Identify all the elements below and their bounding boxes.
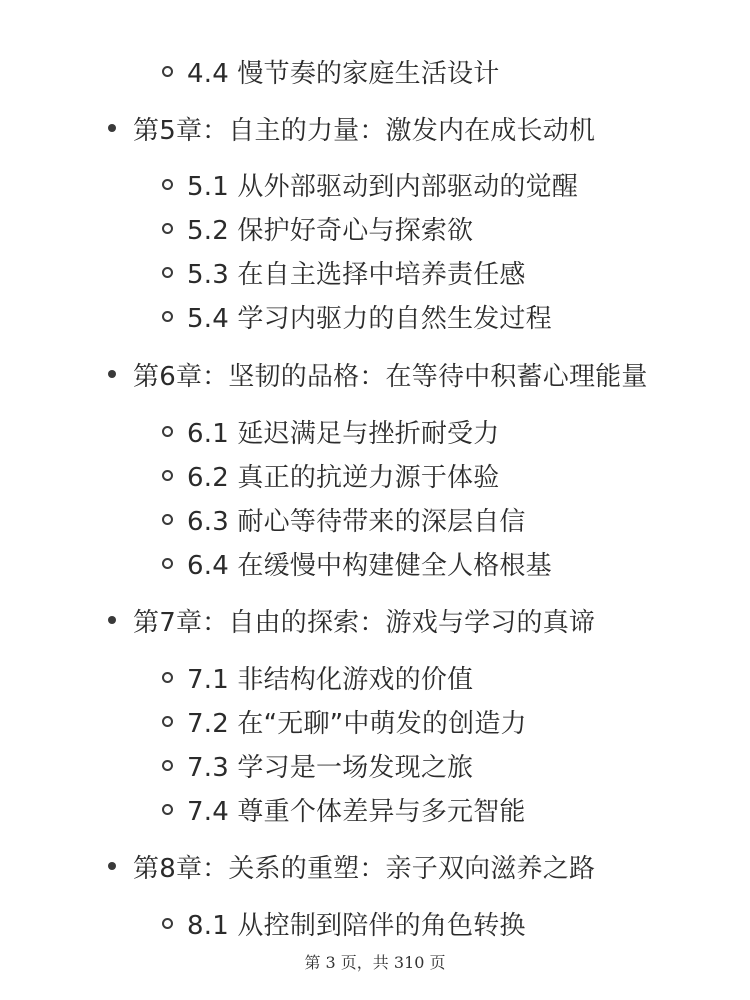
toc-chapter-item: [108, 600, 595, 640]
hollow-bullet-icon: [162, 470, 173, 481]
hollow-bullet-icon: [162, 804, 173, 815]
toc-section-item: [162, 164, 578, 204]
toc-item-text: 6.1 延迟满足与挫折耐受力: [187, 418, 500, 449]
toc-item-text: 7.4 尊重个体差异与多元智能: [187, 796, 526, 827]
toc-section-item: [162, 701, 527, 741]
solid-bullet-icon: [108, 370, 116, 378]
toc-item-text: 第6章：坚韧的品格：在等待中积蓄心理能量: [133, 361, 648, 392]
toc-section-item: [162, 252, 526, 292]
toc-item-text: 6.4 在缓慢中构建健全人格根基: [187, 550, 552, 581]
toc-section-item: [162, 455, 499, 495]
hollow-bullet-icon: [162, 267, 173, 278]
toc-section-item: [162, 745, 473, 785]
solid-bullet-icon: [108, 862, 116, 870]
toc-section-item: [162, 51, 499, 91]
hollow-bullet-icon: [162, 311, 173, 322]
toc-item-text: 第7章：自由的探索：游戏与学习的真谛: [133, 607, 596, 638]
toc-item-text: 5.1 从外部驱动到内部驱动的觉醒: [187, 171, 579, 202]
toc-section-item: [162, 543, 552, 583]
toc-item-text: 5.3 在自主选择中培养责任感: [187, 259, 526, 290]
hollow-bullet-icon: [162, 918, 173, 929]
toc-item-text: 7.2 在“无聊”中萌发的创造力: [187, 708, 527, 739]
solid-bullet-icon: [108, 124, 116, 132]
toc-section-item: [162, 296, 552, 336]
toc-section-item: [162, 411, 499, 451]
hollow-bullet-icon: [162, 223, 173, 234]
toc-chapter-item: [108, 354, 648, 394]
toc-item-text: 4.4 慢节奏的家庭生活设计: [187, 58, 500, 89]
hollow-bullet-icon: [162, 426, 173, 437]
hollow-bullet-icon: [162, 66, 173, 77]
toc-item-text: 8.1 从控制到陪伴的角色转换: [187, 910, 526, 941]
hollow-bullet-icon: [162, 716, 173, 727]
hollow-bullet-icon: [162, 558, 173, 569]
toc-chapter-item: [108, 108, 595, 148]
hollow-bullet-icon: [162, 179, 173, 190]
toc-item-text: 7.3 学习是一场发现之旅: [187, 752, 474, 783]
toc-section-item: [162, 789, 526, 829]
toc-section-item: [162, 208, 473, 248]
toc-chapter-item: [108, 846, 595, 886]
hollow-bullet-icon: [162, 672, 173, 683]
toc-section-item: [162, 499, 526, 539]
toc-item-text: 7.1 非结构化游戏的价值: [187, 664, 474, 695]
toc-section-item: [162, 903, 526, 943]
toc-item-text: 第8章：关系的重塑：亲子双向滋养之路: [133, 853, 596, 884]
toc-item-text: 第5章：自主的力量：激发内在成长动机: [133, 115, 596, 146]
hollow-bullet-icon: [162, 514, 173, 525]
solid-bullet-icon: [108, 616, 116, 624]
toc-item-text: 5.4 学习内驱力的自然生发过程: [187, 303, 552, 334]
toc-item-text: 6.2 真正的抗逆力源于体验: [187, 462, 500, 493]
hollow-bullet-icon: [162, 760, 173, 771]
page-number-footer: 第 3 页，共 310 页: [304, 953, 446, 972]
toc-item-text: 5.2 保护好奇心与探索欲: [187, 215, 474, 246]
toc-item-text: 6.3 耐心等待带来的深层自信: [187, 506, 526, 537]
toc-section-item: [162, 657, 473, 697]
